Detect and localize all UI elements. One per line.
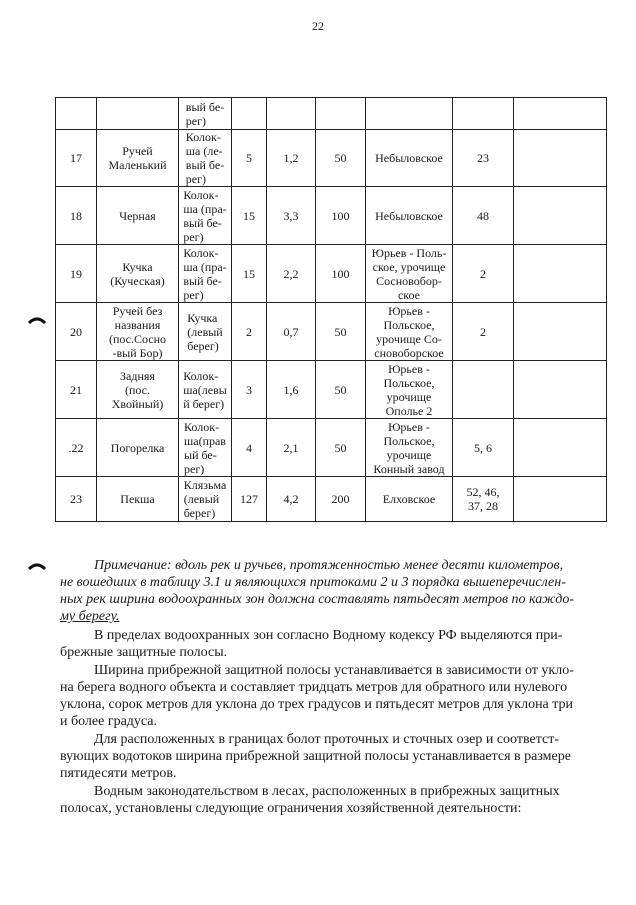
note-line: не вошедших в таблицу 3.1 и являющихся притоками 2 и 3 порядка вышеперечислен- [60, 575, 566, 590]
cell-forestry: Юрьев - Польское, урочище Конный завод [366, 419, 453, 477]
table-row [56, 303, 607, 361]
cell-forestry: Юрьев - Польское, урочище Ополье 2 [366, 361, 453, 419]
cell-note [514, 361, 607, 419]
cell-number: 18 [56, 187, 97, 245]
cell-tributary: Колок- ша (пра- вый бе- рег) [179, 245, 232, 303]
cell-forestry: Юрьев - Польское, урочище Со- сновоборское [366, 303, 453, 361]
cell-length: 3 [232, 361, 267, 419]
paragraph-swamp-lakes [60, 731, 584, 782]
cell-river-name: Погорелка [97, 419, 179, 477]
cell-number: 23 [56, 477, 97, 522]
paragraph-line: В пределах водоохранных зон согласно Водному кодексу РФ выделяются при- [94, 628, 563, 643]
cell-quarters: 2 [453, 245, 514, 303]
paragraph-coastal-strips [60, 627, 584, 661]
cell-river-name: Черная [97, 187, 179, 245]
cell-number: 19 [56, 245, 97, 303]
cell-tributary: Колок- ша(прав ый бе- рег) [179, 419, 232, 477]
cell-size: 0,7 [267, 303, 316, 361]
paragraph-line: Ширина прибрежной защитной полосы устанавливается в зависимости от укло- [94, 663, 574, 678]
cell-tributary: Колок- ша (ле- вый бе- рег) [179, 130, 232, 187]
cell-river-name [97, 98, 179, 130]
table-row [56, 245, 607, 303]
cell-note [514, 419, 607, 477]
cell-tributary: Клязьма (левый берег) [179, 477, 232, 522]
note-line: Примечание: вдоль рек и ручьев, протяженностью менее десяти километров, [94, 558, 564, 573]
cell-note [514, 130, 607, 187]
paragraph-strip-width [60, 662, 584, 730]
cell-forestry [366, 98, 453, 130]
cell-width: 50 [316, 419, 366, 477]
paragraph-restrictions [60, 783, 584, 817]
cell-quarters: 23 [453, 130, 514, 187]
cell-length: 2 [232, 303, 267, 361]
cell-quarters [453, 98, 514, 130]
cell-number: 20 [56, 303, 97, 361]
page-number: 22 [312, 19, 324, 33]
table-row [56, 419, 607, 477]
cell-forestry: Небыловское [366, 130, 453, 187]
cell-length: 15 [232, 187, 267, 245]
cell-width: 100 [316, 245, 366, 303]
margin-mark-icon [28, 562, 46, 570]
cell-note [514, 187, 607, 245]
cell-quarters: 52, 46, 37, 28 [453, 477, 514, 522]
table-row [56, 361, 607, 419]
table-row [56, 98, 607, 130]
cell-length: 15 [232, 245, 267, 303]
cell-length [232, 98, 267, 130]
cell-size: 3,3 [267, 187, 316, 245]
cell-note [514, 245, 607, 303]
table-row [56, 130, 607, 187]
table-note [60, 557, 584, 625]
cell-quarters: 5, 6 [453, 419, 514, 477]
cell-width: 100 [316, 187, 366, 245]
table-row [56, 187, 607, 245]
cell-quarters: 2 [453, 303, 514, 361]
cell-number: 17 [56, 130, 97, 187]
cell-tributary: Колок- ша (пра- вый бе- рег) [179, 187, 232, 245]
paragraph-line: уклона, сорок метров для уклона до трех градусов и пятьдесят метров для уклона три [60, 697, 574, 712]
cell-size: 2,2 [267, 245, 316, 303]
cell-river-name: Задняя (пос. Хвойный) [97, 361, 179, 419]
cell-note [514, 98, 607, 130]
cell-tributary: Колок- ша(левы й берег) [179, 361, 232, 419]
note-line: му берегу. [60, 609, 120, 624]
cell-size: 1,2 [267, 130, 316, 187]
cell-size: 1,6 [267, 361, 316, 419]
cell-number: .22 [56, 419, 97, 477]
table-row [56, 477, 607, 522]
note-line: ных рек ширина водоохранных зон должна составлять пятьдесят метров по каждо- [60, 592, 575, 607]
cell-quarters [453, 361, 514, 419]
cell-tributary: вый бе- рег) [179, 98, 232, 130]
paragraph-line: и более градуса. [60, 714, 158, 729]
cell-tributary: Кучка (левый берег) [179, 303, 232, 361]
cell-length: 127 [232, 477, 267, 522]
paragraph-line: вующих водотоков ширина прибрежной защитной полосы устанавливается в размере [60, 749, 571, 764]
cell-width: 50 [316, 130, 366, 187]
cell-note [514, 477, 607, 522]
paragraph-line: Водным законодательством в лесах, расположенных в прибрежных защитных [94, 784, 560, 799]
cell-river-name: Ручей Маленький [97, 130, 179, 187]
cell-river-name: Ручей без названия (пос.Сосно -вый Бор) [97, 303, 179, 361]
cell-width [316, 98, 366, 130]
cell-river-name: Пекша [97, 477, 179, 522]
cell-width: 50 [316, 361, 366, 419]
cell-length: 5 [232, 130, 267, 187]
margin-mark-icon [28, 316, 46, 324]
cell-size: 4,2 [267, 477, 316, 522]
paragraph-line: на берега водного объекта и составляет тридцать метров для обратного или нулевого [60, 680, 568, 695]
paragraph-line: брежные защитные полосы. [60, 645, 228, 660]
cell-size: 2,1 [267, 419, 316, 477]
cell-river-name: Кучка (Куческая) [97, 245, 179, 303]
cell-note [514, 303, 607, 361]
cell-width: 200 [316, 477, 366, 522]
cell-forestry: Юрьев - Поль- ское, урочище Сосновобор- ское [366, 245, 453, 303]
cell-forestry: Небыловское [366, 187, 453, 245]
cell-forestry: Елховское [366, 477, 453, 522]
paragraph-line: полосах, установлены следующие ограничения хозяйственной деятельности: [60, 801, 522, 816]
cell-number [56, 98, 97, 130]
cell-number: 21 [56, 361, 97, 419]
paragraph-line: Для расположенных в границах болот проточных и сточных озер и соответст- [94, 732, 560, 747]
cell-quarters: 48 [453, 187, 514, 245]
water-protection-table [55, 97, 607, 522]
cell-length: 4 [232, 419, 267, 477]
paragraph-line: пятидесяти метров. [60, 766, 177, 781]
cell-size [267, 98, 316, 130]
cell-width: 50 [316, 303, 366, 361]
